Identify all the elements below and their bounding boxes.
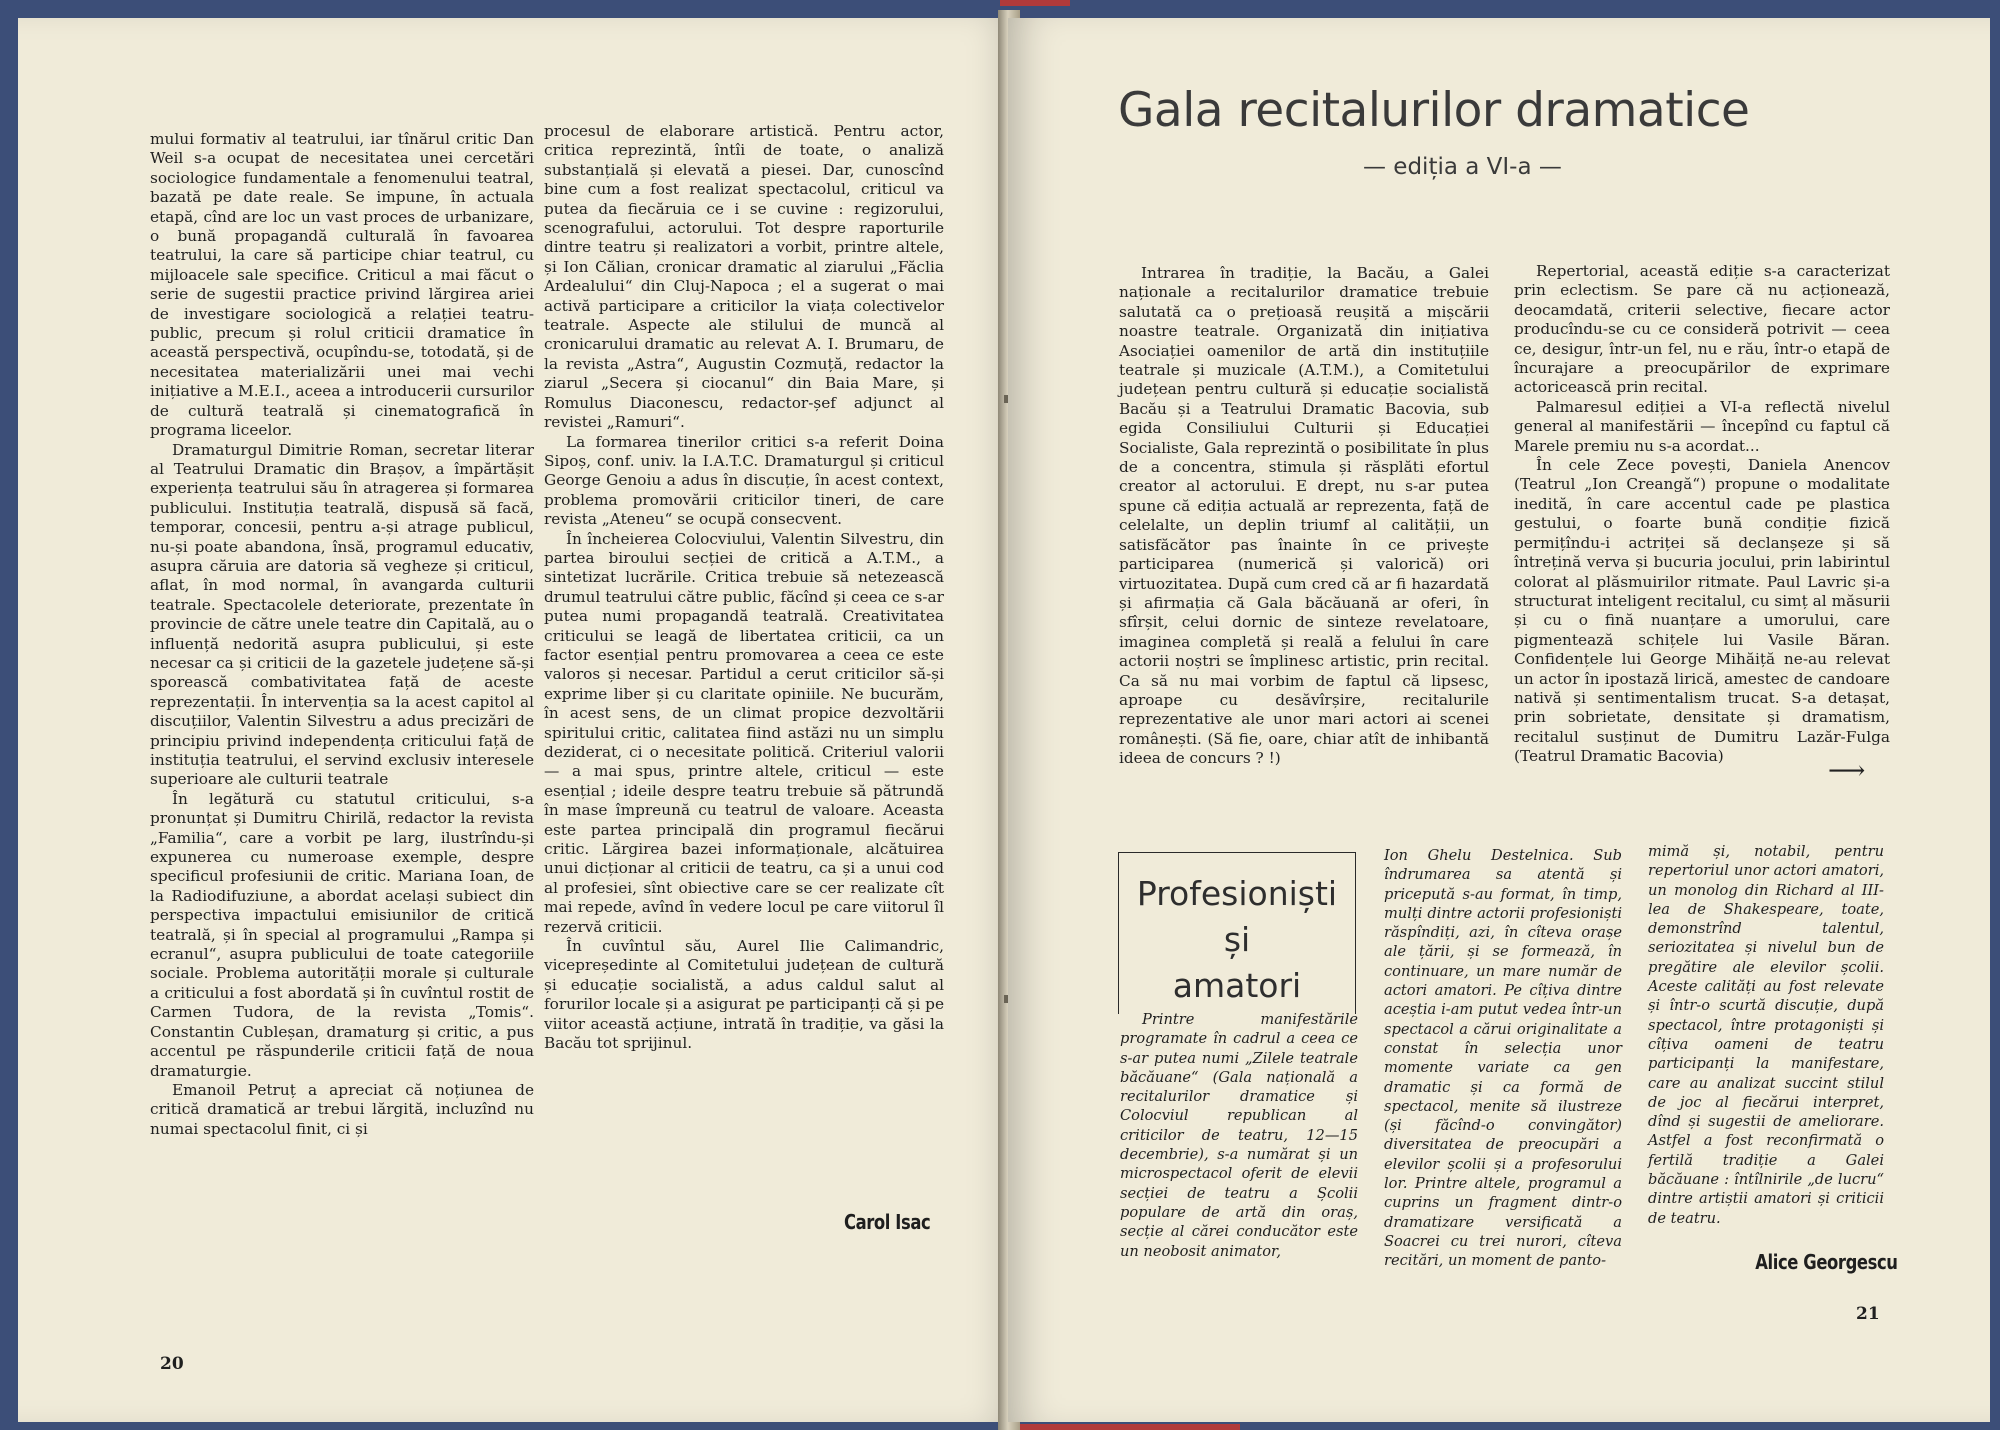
page-number: 20: [160, 1354, 184, 1374]
box-column-3: [1648, 842, 1884, 1228]
right-column-2: [1514, 262, 1890, 767]
paragraph: Emanoil Petruț a apreciat că noțiunea de critică dramatică ar trebui lărgită, incluzînd nu numai spectacolul finit, ci și: [150, 1080, 534, 1138]
page-number: 21: [1856, 1304, 1880, 1324]
right-page: [1008, 18, 1990, 1422]
continuation-arrow: ⟶: [1828, 756, 1866, 786]
binding-tape-bottom: [1010, 1424, 1240, 1430]
box-title: [1118, 852, 1356, 1014]
paragraph: Palmaresul ediției a VI-a reflectă nivelul general al manifestării — începînd cu faptul că Marele premiu nu s-a acordat...: [1514, 397, 1890, 455]
box-title-line: Profesioniști: [1136, 874, 1338, 913]
left-column-1: [150, 130, 534, 1139]
right-column-1: [1119, 264, 1489, 769]
paragraph: Ion Ghelu Destelnica. Sub îndrumarea sa atentă și pricepută s-au format, în timp, mulți dintre actorii profesioniști răspîndiți, azi, în cîteva orașe ale țării, și se formează, în continuare, un mare număr de actori amatori. Pe cîțiva dintre aceștia i-am putut vedea într-un spectacol a cărui originalitate a constat în selecția unor momente variate ca gen dramatic și ca formă de spectacol, menite să ilustreze (și făcînd-o convingător) diversitatea de preocupări a elevilor școlii și a profesorului lor. Printre altele, programul a cuprins un fragment dintr-o dramatizare versificată a Soacrei cu trei nurori, cîteva recitări, un moment de panto-: [1384, 847, 1622, 1270]
paragraph: Repertorial, această ediție s-a caracterizat prin eclectism. Se pare că nu acționează, deocamdată, criterii selective, fiecare actor producîndu-se cu ce consideră potrivit — ceea ce, desigur, într-un fel, nu e rău, într-o etapă de încurajare a preocupărilor de exprimare actoricească prin recital.: [1514, 262, 1890, 397]
left-page: [18, 18, 1018, 1422]
paragraph: În cuvîntul său, Aurel Ilie Calimandric, vicepreședinte al Comitetului județean de cultură și educație socialistă, a adus caldul salut al forurilor locale și a asigurat pe participanți că și pe viitor această acțiune, intrată în tradiție, va găsi la Bacău tot sprijinul.: [544, 937, 944, 1053]
paragraph: În încheierea Colocviului, Valentin Silvestru, din partea biroului secției de critică a A.T.M., a sintetizat lucrările. Critica trebuie să netezească drumul teatrului către public, făcînd și ceea ce s-ar putea numi propagandă teatrală. Creativitatea criticului se leagă de libertatea criticii, ca un factor esențial pentru promovarea a ceea ce este valoros și necesar. Partidul a cerut criticilor să-și exprime liber și cu claritate opiniile. Ne bucurăm, în acest sens, de un climat propice dezvoltării spiritului critic, calitatea fiind astăzi nu un simplu deziderat, ci o necesitate politică. Criteriul valorii — a mai spus, printre altele, criticul — este esențial ; ideile despre teatru trebuie să pătrundă în mase împreună cu teatrul de valoare. Aceasta este partea principală din programul fiecărui critic. Lărgirea bazei informaționale, alcătuirea unui dicționar al criticii de teatru, ca și a unui cod al profesiei, sînt obiective care se cer realizate cît mai repede, avînd în vedere locul pe care viitorul îl rezervă criticii.: [544, 529, 944, 936]
article-subtitle: — ediția a VI-a —: [1363, 154, 1562, 180]
binding-tape-top: [1000, 0, 1070, 6]
left-column-2: [544, 122, 944, 1054]
paragraph: În legătură cu statutul criticului, s-a pronunțat și Dumitru Chirilă, redactor la revista „Familia“, care a vorbit pe larg, ilustrîndu-și expunerea cu numeroase exemple, despre specificul profesiunii de critic. Mariana Ioan, de la Radiodifuziune, a abordat același subiect din perspectiva impactului emisiunilor de critică teatrală, și în special al programului „Rampa și ecranul“, asupra publicului de toate categoriile sociale. Problema autorității morale și culturale a criticului a fost abordată și în cuvîntul rostit de Carmen Tudora, de la revista „Tomis“. Constantin Cubleșan, dramaturg și critic, a pus accentul pe răspunderile criticii față de noua dramaturgie.: [150, 789, 534, 1080]
box-column-2: [1384, 846, 1622, 1271]
box-column-1: [1120, 1010, 1358, 1261]
paragraph: mimă și, notabil, pentru repertoriul unor actori amatori, un monolog din Richard al III-lea de Shakespeare, toate, demonstrînd talentul, seriozitatea și nivelul bun de pregătire ale elevilor școlii. Aceste calități au fost relevate și într-o scurtă discuție, după spectacol, între protagoniști și cîțiva oameni de teatru participanți la manifestare, care au analizat succint stilul de joc al fiecărui interpret, dînd și sugestii de ameliorare. Astfel a fost reconfirmată o fertilă tradiție a Galei băcăuane : întîlnirile „de lucru“ dintre artiștii amatori și criticii de teatru.: [1648, 843, 1884, 1227]
paragraph: Printre manifestările programate în cadrul a ceea ce s-ar putea numi „Zilele teatrale băcăuane“ (Gala națională a recitalurilor dramatice și Colocviul republican al criticilor de teatru, 12—15 decembrie), s-a numărat și un microspectacol oferit de elevii secției de teatru a Școlii populare de artă din oraș, secție al cărei conducător este un neobosit animator,: [1120, 1011, 1358, 1260]
paragraph: Intrarea în tradiție, la Bacău, a Galei naționale a recitalurilor dramatice trebuie salutată ca o prețioasă reușită a mișcării noastre teatrale. Organizată din inițiativa Asociației oamenilor de artă din instituțiile teatrale și muzicale (A.T.M.), a Comitetului județean pentru cultură și educație socialistă Bacău și a Teatrului Dramatic Bacovia, sub egida Consiliului Culturii și Educației Socialiste, Gala reprezintă o posibilitate în plus de a concentra, stimula și răsplăti efortul creator al actorului. E drept, nu s-ar putea spune că ediția actuală ar reprezenta, față de celelalte, un deplin triumf al calității, un satisfăcător pas înainte în ce privește participarea (numerică și valorică) ori virtuozitatea. După cum cred că ar fi hazardată și afirmația că Gala băcăuană ar oferi, în sfîrșit, celui dornic de sinteze revelatoare, imaginea completă și reală a felului în care actorii noștri se împlinesc artistic, prin recital. Ca să nu mai vorbim de faptul că lipsesc, aproape cu desăvîrșire, recitalurile reprezentative ale unor mari actori ai scenei românești. (Să fie, oare, chiar atît de inhibantă ideea de concurs ? !): [1119, 264, 1489, 768]
paragraph: procesul de elaborare artistică. Pentru actor, critica reprezintă, întîi de toate, o analiză substanțială și elevată a piesei. Dar, cunoscînd bine cum a fost realizat spectacolul, criticul va putea da fiecăruia ce i se cuvine : regizorului, scenografului, actorului. Tot despre raporturile dintre teatru și realizatori a vorbit, printre altele, și Ion Călian, cronicar dramatic al ziarului „Făclia Ardealului“ din Cluj-Napoca ; el a sugerat o mai activă participare a criticilor la viața colectivelor teatrale. Aspecte ale stilului de muncă al cronicarului dramatic au relevat A. I. Brumaru, de la revista „Astra“, Augustin Cozmuță, redactor la ziarul „Secera și ciocanul“ din Baia Mare, și Romulus Diaconescu, redactor-șef adjunct al revistei „Ramuri“.: [544, 122, 944, 432]
paragraph: În cele Zece povești, Daniela Anencov (Teatrul „Ion Creangă“) propune o modalitate inedită, în care accentul cade pe plastica gestului, o foarte bună condiție fizică permițîndu-i actriței să declanșeze și să întrețină verva și bucuria jocului, prin labirintul colorat al plăsmuirilor ritmate. Paul Lavric și-a structurat inteligent recitalul, cu simț al măsurii și cu o fină nuanțare a umorului, care pigmentează schițele lui Vasile Băran. Confidențele lui George Mihăiță ne-au relevat un actor în ipostază lirică, amestec de candoare nativă și sentimentalism trucat. S-a detașat, prin sobrietate, densitate și dramatism, recitalul susținut de Dumitru Lazăr-Fulga (Teatrul Dramatic Bacovia): [1514, 456, 1890, 766]
paragraph: mului formativ al teatrului, iar tînărul critic Dan Weil s-a ocupat de necesitatea unei cercetări sociologice fundamentale a fenomenului teatral, bazată pe date reale. Se impune, în actuala etapă, cînd are loc un vast proces de urbanizare, o bună propagandă culturală în favoarea teatrului, la care să participe chiar teatrul, cu mijloacele sale specifice. Criticul a mai făcut o serie de sugestii practice privind lărgirea ariei de investigare sociologică a relației teatru-public, precum și rolul criticii dramatice în această perspectivă, ocupîndu-se, totodată, și de necesitatea materializării unei mai vechi inițiative a M.E.I., aceea a introducerii cursurilor de cultură teatrală și cinematografică în programa liceelor.: [150, 130, 534, 440]
box-title-line: amatori: [1172, 966, 1302, 1005]
paragraph: Dramaturgul Dimitrie Roman, secretar literar al Teatrului Dramatic din Brașov, a împărtășit experiența teatrului său în atragerea și formarea publicului. Instituția teatrală, dispusă să facă, temporar, concesii, pentru a-și atrage publicul, nu-și poate abandona, însă, programul educativ, asupra căruia are datoria să vegheze și criticul, aflat, în mod normal, în avangarda culturii teatrale. Spectacolele deteriorate, prezentate în provincie de către unele teatre din Capitală, au o influență nedorită asupra publicului, și este necesar ca și criticii de la gazetele județene să-și sporească combativitatea față de aceste reprezentații. În intervenția sa la acest capitol al discuțiilor, Valentin Silvestru a adus precizări de principiu privind independența criticului față de instituția teatrului, el servind exclusiv interesele superioare ale culturii teatrale: [150, 440, 534, 789]
article-title: Gala recitalurilor dramatice: [1118, 83, 1750, 138]
paragraph: La formarea tinerilor critici s-a referit Doina Sipoș, conf. univ. la I.A.T.C. Dramaturgul și criticul George Genoiu a adus în discuție, în acest context, problema promovării criticilor tineri, de care revista „Ateneu“ se ocupă consecvent.: [544, 432, 944, 529]
box-title-line: și: [1223, 920, 1251, 959]
author-signature: Carol Isac: [843, 1210, 930, 1234]
author-signature: Alice Georgescu: [1755, 1250, 1898, 1274]
